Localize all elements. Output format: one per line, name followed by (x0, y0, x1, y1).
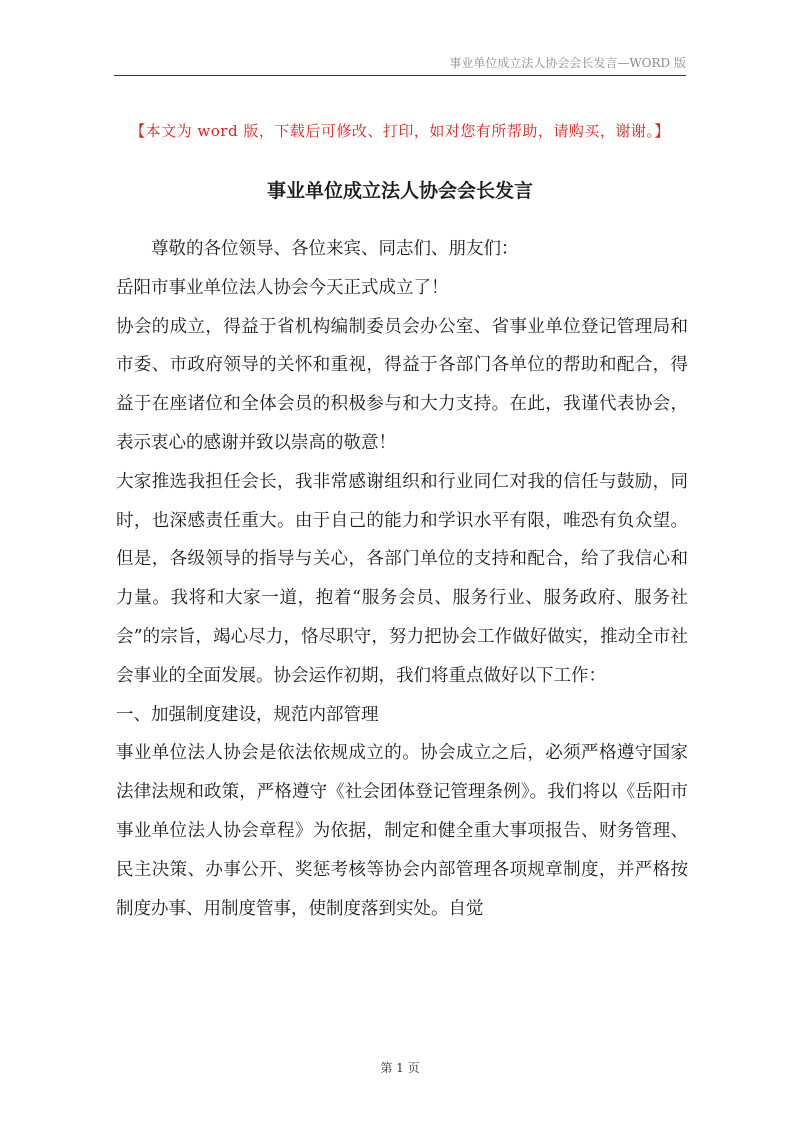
body-paragraph: 协会的成立，得益于省机构编制委员会办公室、省事业单位登记管理局和市委、市政府领导的关怀和重视，得益于各部门各单位的帮助和配合，得益于在座诸位和全体会员的积极参与和大力支持。在此，我谨代表协会，表示衷心的感谢并致以崇高的敬意！ (116, 316, 688, 453)
body-paragraph: 岳阳市事业单位法人协会今天正式成立了！ (116, 277, 449, 298)
header-rule (114, 75, 686, 76)
body-paragraph: 事业单位法人协会是依法依规成立的。协会成立之后，必须严格遵守国家法律法规和政策，严格遵守《社会团体登记管理条例》。我们将以《岳阳市事业单位法人协会章程》为依据，制定和健全重大事项报告、财务管理、民主决策、办事公开、奖惩考核等协会内部管理各项规章制度，并严格按制度办事、用制度管事，使制度落到实处。自觉 (116, 743, 688, 919)
page-number: 第 1 页 (380, 1061, 420, 1075)
purchase-notice: 【本文为 word 版，下载后可修改、打印，如对您有所帮助，请购买，谢谢。】 (130, 122, 670, 140)
salutation-paragraph: 尊敬的各位领导、各位来宾、同志们、朋友们： (151, 239, 519, 259)
body-paragraph: 大家推选我担任会长，我非常感谢组织和行业同仁对我的信任与鼓励，同时，也深感责任重大。由于自己的能力和学识水平有限，唯恐有负众望。但是，各级领导的指导与关心，各部门单位的支持和配合，给了我信心和力量。我将和大家一道，抱着“服务会员、服务行业、服务政府、服务社会”的宗旨，竭心尽力，恪尽职守，努力把协会工作做好做实，推动全市社会事业的全面发展。协会运作初期，我们将重点做好以下工作： (116, 471, 688, 686)
running-header: 事业单位成立法人协会会长发言—WORD 版 (449, 56, 686, 70)
document-body (116, 230, 688, 928)
section-heading: 一、加强制度建设，规范内部管理 (116, 704, 379, 725)
document-title: 事业单位成立法人协会会长发言 (266, 180, 533, 202)
